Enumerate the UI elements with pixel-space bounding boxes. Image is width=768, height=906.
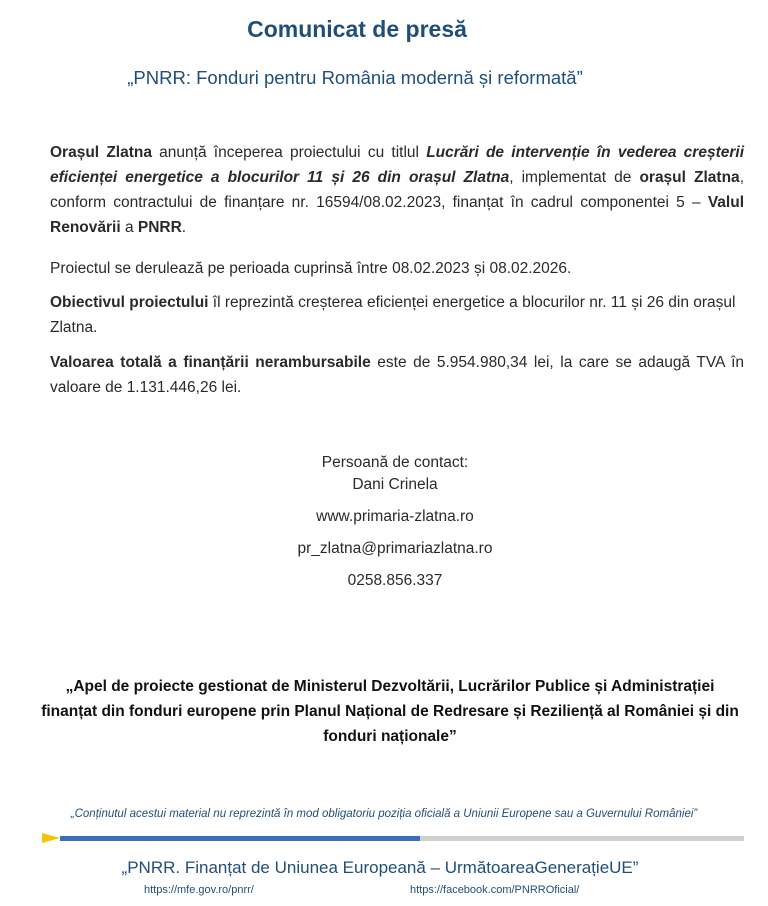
arrow-icon <box>42 833 60 843</box>
announcement-text-3: , conform contractului de finanțare nr. 16594/08.02.2023, finanțat în cadrul componentei 5 – <box>50 169 744 211</box>
project-title: Lucrări de intervenție în vederea creșterii eficienței energetice a blocurilor 11 și 26 din orașul Zlatna <box>50 144 744 186</box>
divider-blue-segment <box>60 836 420 841</box>
announcement-text-5: . <box>181 219 187 236</box>
announcement-text-4: a <box>120 219 138 236</box>
objective-text: îl reprezintă creșterea eficienței energetice a blocurilor nr. 11 și 26 din orașul Zlatna. <box>50 294 736 336</box>
page-subtitle: „PNRR: Fonduri pentru România modernă și reformată” <box>127 67 583 88</box>
divider-gray-segment <box>420 836 744 841</box>
contact-website-link[interactable]: www.primaria-zlatna.ro <box>316 508 474 525</box>
contact-label: Persoană de contact: <box>321 454 469 471</box>
paragraph-period: Proiectul se derulează pe perioada cuprinsă între 08.02.2023 și 08.02.2026. <box>50 260 572 277</box>
paragraph-announcement <box>50 140 744 240</box>
value-label: Valoarea totală a finanțării nerambursabile <box>50 354 371 371</box>
contact-block <box>0 452 768 592</box>
contact-name: Dani Crinela <box>352 476 438 493</box>
value-text: este de 5.954.980,34 lei, la care se adaugă TVA în valoare de 1.131.446,26 lei. <box>50 354 745 396</box>
page-title: Comunicat de presă <box>247 16 467 42</box>
paragraph-value <box>50 350 744 400</box>
facebook-link[interactable]: https://facebook.com/PNRROficial/ <box>410 884 580 896</box>
program-name: PNRR <box>137 219 182 236</box>
funding-call-statement: „Apel de proiecte gestionat de Ministerul Dezvoltării, Lucrărilor Publice și Administrației finanțat din fonduri europene prin Planul Național de Redresare și Reziliență al României și din fonduri naționale” <box>41 678 739 745</box>
footer-title: „PNRR. Finanțat de Uniunea Europeană – UrmătoareaGenerațieUE” <box>121 858 639 877</box>
contact-email-link[interactable]: pr_zlatna@primariazlatna.ro <box>297 540 493 557</box>
announcement-text-2: , implementat de <box>509 169 640 186</box>
disclaimer: „Conținutul acestui material nu reprezintă în mod obligatoriu poziția oficială a Uniunii Europene sau a Guvernului României” <box>70 808 698 820</box>
contact-phone: 0258.856.337 <box>347 572 443 589</box>
implementer-name: orașul Zlatna <box>639 169 740 186</box>
component-name: Valul Renovării <box>50 194 744 236</box>
mfe-link[interactable]: https://mfe.gov.ro/pnrr/ <box>144 884 254 896</box>
announcement-text-1: anunță începerea proiectului cu titlul <box>151 144 427 161</box>
objective-label: Obiectivul proiectului <box>50 294 209 311</box>
paragraph-objective <box>50 290 744 340</box>
footer-divider-bar <box>42 833 744 843</box>
city-name: Orașul Zlatna <box>50 144 152 161</box>
